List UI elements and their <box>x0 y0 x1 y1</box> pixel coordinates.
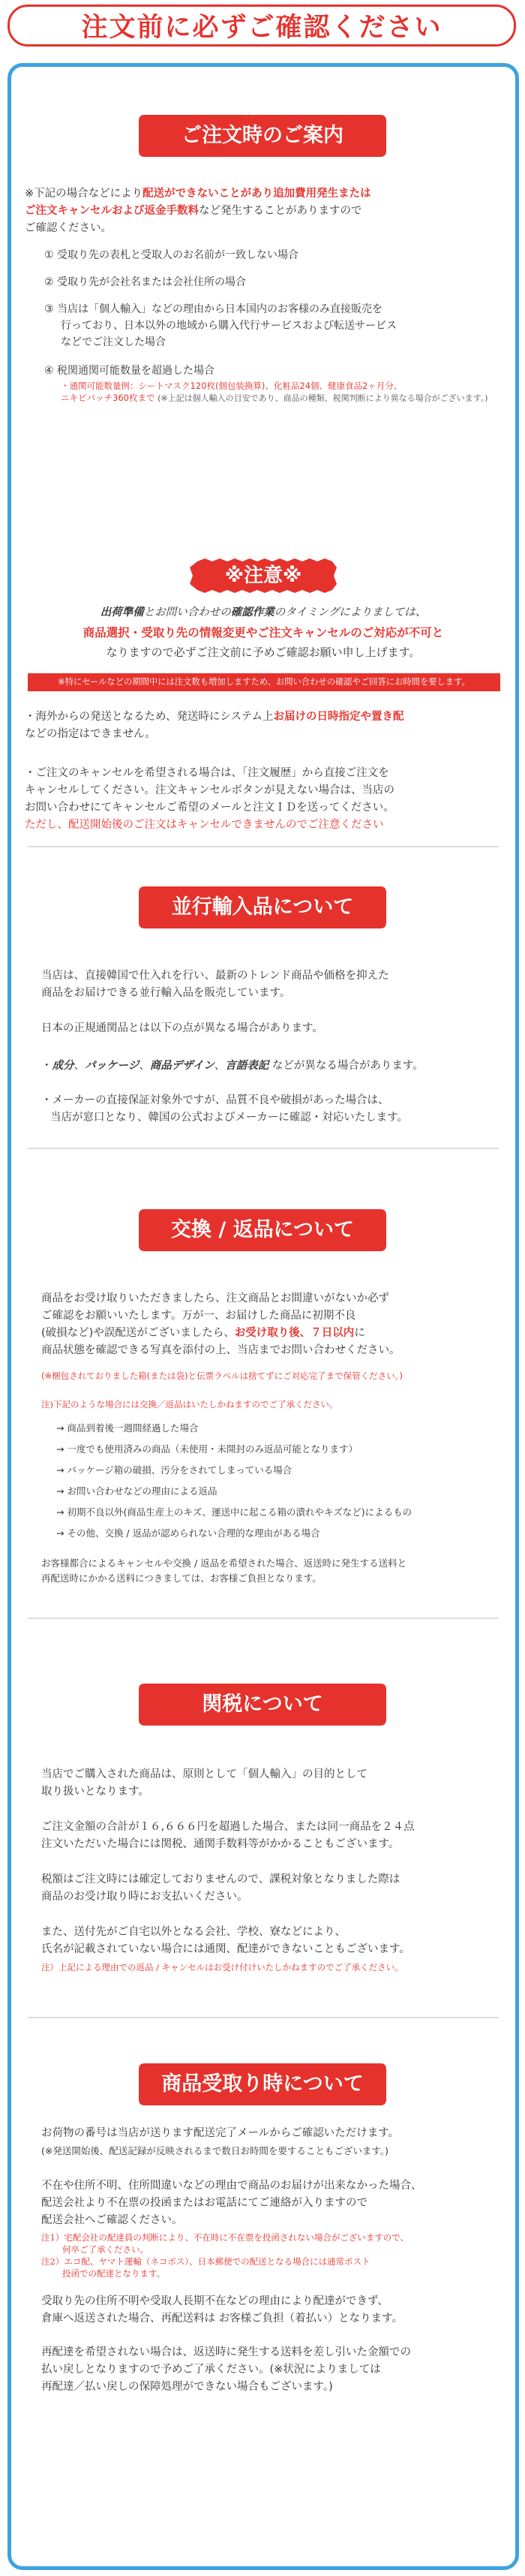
overseas-note: ・海外からの発送となるため、発送時にシステム上お届けの日時指定や置き配 などの指定はできません。 <box>25 711 404 740</box>
sale-notice-strip: ※特にセールなどの期間中には注文数も増加しますため、お問い合わせの確認やご回答にお時間を要します。 <box>28 673 500 691</box>
list-item: → 商品到着後一週間経過した場合 <box>56 1422 199 1434</box>
receipt-tracking: お荷物の番号は当店が送ります配送完了メールからご確認いただけます。 (※発送開始後、配送記録が反映されるまで数日お時間を要することもございます。) <box>41 2127 400 2156</box>
list-item: ③ 当店は「個人輸入」などの理由から日本国内のお客様のみ直接販売を <box>44 303 382 315</box>
customs-intro: 当店でご購入された商品は、原則として「個人輸入」の目的として 取り扱いとなります。 <box>41 1768 368 1798</box>
list-item: ④ 税関通関可能数量を超過した場合 <box>44 365 215 377</box>
returns-shipping-cost-note: お客様都合によるキャンセルや交換 / 返品を希望された場合、返送時に発生する送料と 再配送時にかかる送料につきましては、お客様ご負担となります。 <box>41 1557 407 1584</box>
section-header-returns <box>139 1209 386 1251</box>
order-intro: ※下記の場合などにより配送ができないことがあり追加費用発生または ご注文キャンセルおよび返金手数料など発生することがありますので ご確認ください。 <box>25 188 371 234</box>
returns-intro: 商品をお受け取りいただきましたら、注文商品とお間違いがないか必ず ご確認をお願いいたします。万が一、お届けした商品に初期不良 (破損など)や誤配送がございましたら、お受け取り後、７日以内に 商品状態を確認できる写真を添付の上、当店までお問い合わせください。 <box>41 1293 400 1356</box>
list-item: ① 受取り先の表札と受取人のお名前が一致しない場合 <box>44 249 298 261</box>
section-title: 並行輸入品について <box>171 895 354 919</box>
receipt-refund: 再配達を希望されない場合は、返送時に発生する送料を差し引いた金額での 払い戻しとなりますので予めご了承ください。(※状況によりましては 再配達／払い戻しの保障処理ができない場合もございます。) <box>41 2346 411 2393</box>
receipt-absence: 不在や住所不明、住所間違いなどの理由で商品のお届けが出来なかった場合、 配送会社より不在票の投函またはお電話にてご連絡が入りますので 配送会社へご確認ください。 <box>41 2180 422 2226</box>
receipt-notes: 注1）宅配会社の配達員の判断により、不在時に不在票を投函されない場合がございますので、 何卒ご了承ください。 注2）エコ配、ヤマト運輸（ネコポス）、日本郵便での配送となる場合には通常ポスト 投函での配達となります。 <box>41 2232 410 2279</box>
section-header-order-guide <box>139 115 386 157</box>
list-item: → パッケージ箱の破損、汚分をされてしまっている場合 <box>56 1464 292 1476</box>
banner-title: 注文前に必ずご確認ください <box>81 13 442 43</box>
notice-text: 出荷準備とお問い合わせの確認作業のタイミングによりましては、 商品選択・受取り先の情報変更やご注文キャンセルのご対応が不可と なりますので必ずご注文前に予めご確認お願い申し上げます。 <box>82 606 444 659</box>
returns-keep-box-note: (※梱包されておりました箱(または袋)と伝票ラベルは捨てずにご対応完了まで保管ください。) <box>41 1371 403 1381</box>
divider <box>28 1148 499 1149</box>
notice-badge: ※注意※ <box>190 558 337 593</box>
customs-address-note: また、送付先がご自宅以外となる会社、学校、寮などにより、 氏名が記載されていない場合には通関、配達ができないこともございます。 <box>41 1926 410 1955</box>
customs-payment: 税額はご注文時には確定しておりませんので、課税対象となりました際は 商品のお受け取り時にお支払いください。 <box>41 1873 400 1903</box>
list-item: 行っており、日本以外の地域から購入代行サービスおよび転送サービス <box>61 320 397 332</box>
section-header-receipt <box>139 2063 386 2105</box>
list-item: → その他、交換 / 返品が認められない合理的な理由がある場合 <box>56 1527 320 1539</box>
list-item: → 初期不良以外(商品生産上のキズ、運送中に起こる箱の潰れやキズなど)によるもの <box>56 1506 412 1518</box>
section-title: 商品受取り時について <box>161 2072 364 2096</box>
divider <box>28 2017 499 2018</box>
divider <box>28 846 499 847</box>
section-title: 関税について <box>202 1693 323 1716</box>
content-frame <box>8 63 519 2570</box>
list-item: → 一度でも使用済みの商品（未使用・未開封のみ返品可能となります） <box>56 1443 358 1455</box>
list-item: ② 受取り先が会社名または会社住所の場合 <box>44 276 246 288</box>
list-item: → お問い合わせなどの理由による返品 <box>56 1485 218 1497</box>
receipt-return-shipping: 受取り先の住所不明や受取人長期不在などの理由により配達ができず、 倉庫へ返送された場合、再配送料は お客様ご負担（着払い）となります。 <box>41 2295 403 2325</box>
returns-exclusion-note: 注)下記のような場合には交換／返品はいたしかねますのでご了承ください。 <box>41 1399 338 1410</box>
parallel-bullet-2: ・メーカーの直接保証対象外ですが、品質不良や破損があった場合は、 当店が窓口となり、韓国の公式およびメーカーに確認・対応いたします。 <box>41 1094 409 1124</box>
customs-refund-note: 注）上記による理由での返品 / キャンセルはお受け付けいたしかねますのでご了承ください。 <box>41 1962 404 1973</box>
cancel-note: ・ご注文のキャンセルを希望される場合は、「注文履歴」から直接ご注文を キャンセルしてください。注文キャンセルボタンが見えない場合は、当店の お問い合わせにてキャンセルご希望のメールと注文ＩＤを送ってください。 ただし、配送開始後のご注文はキャンセルできませんのでご注意ください <box>25 767 394 831</box>
parallel-intro: 当店は、直接韓国で仕入れを行い、最新のトレンド商品や価格を抑えた 商品をお届けできる並行輸入品を販売しています。 <box>41 970 389 999</box>
top-banner <box>8 5 516 47</box>
divider <box>28 1618 499 1619</box>
section-header-parallel <box>139 886 386 928</box>
section-header-customs <box>139 1684 386 1726</box>
parallel-diff: 日本の正規通関品とは以下の点が異なる場合があります。 <box>41 1022 323 1034</box>
customs-limit-example: ・通関可能数量例：シートマスク120枚(個包装換算)、化粧品24個、健康食品2ヶ月分、 ニキビパッチ360枚まで (※上記は個人輸入の目安であり、商品の種類、税関判断により異なる場合がございます。) <box>61 381 488 403</box>
parallel-bullet-1: ・成分、パッケージ、商品デザイン、言語表記 などが異なる場合があります。 <box>41 1060 424 1072</box>
section-title: 交換 / 返品について <box>170 1218 355 1241</box>
customs-threshold: ご注文金額の合計が１６,６６６円を超過した場合、または同一商品を２４点 注文いただいた場合には関税、通関手数料等がかかることもございます。 <box>41 1821 415 1850</box>
section-title: ご注文時のご案内 <box>182 124 344 147</box>
list-item: などでご注文した場合 <box>61 336 166 348</box>
